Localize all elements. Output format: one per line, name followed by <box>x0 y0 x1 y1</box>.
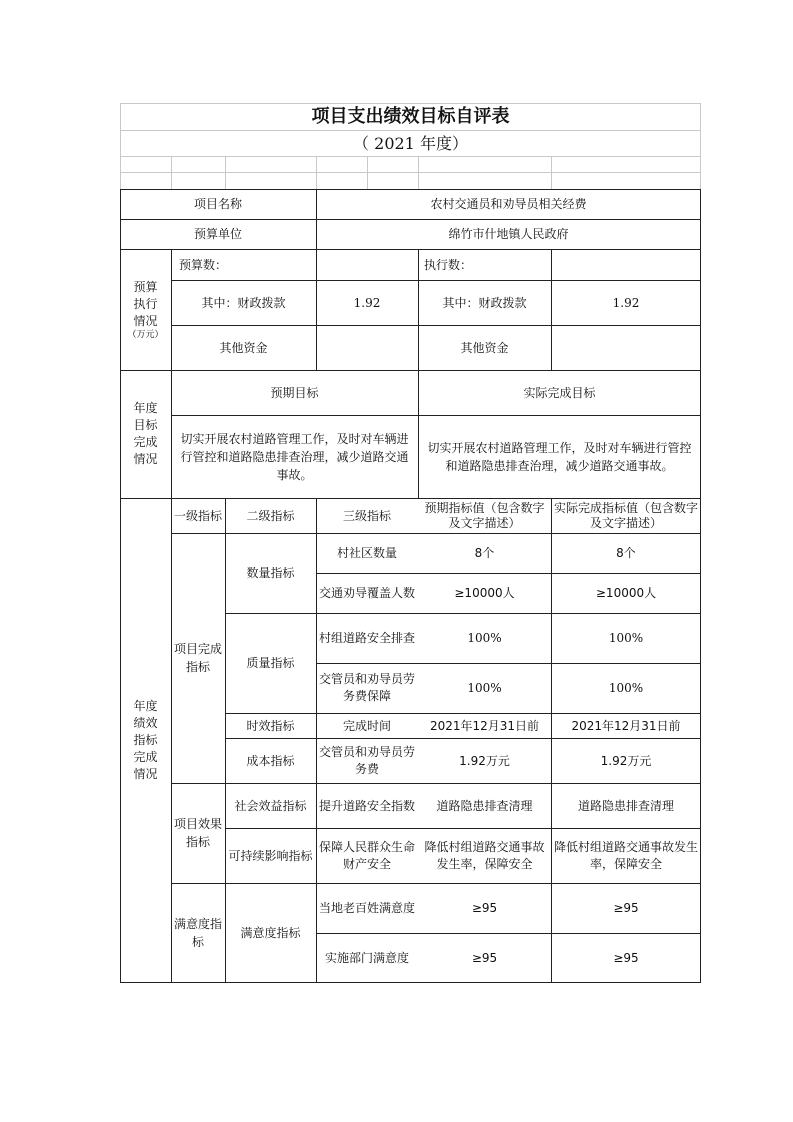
fiscal-label-right: 其中：财政拨款 <box>442 295 527 310</box>
indicator-name: 保障人民群众生命财产安全 <box>319 839 416 871</box>
indicator-actual: 2021年12月31日前 <box>571 718 681 733</box>
project-name-label: 项目名称 <box>193 197 242 211</box>
gridline <box>171 156 172 189</box>
budget-unit-label: 预算单位 <box>193 227 242 241</box>
section-label-line: 情况 <box>133 313 158 328</box>
indicator-actual: ≥10000人 <box>595 586 657 600</box>
section-label-line: 执行 <box>133 296 158 311</box>
indicator-name: 交管员和劝导员劳务费 <box>319 744 416 776</box>
indicator-actual: ≥95 <box>613 901 639 915</box>
expected-goal-header: 预期目标 <box>270 385 319 400</box>
indicator-actual: 100% <box>608 681 644 695</box>
indicator-name: 村组道路安全排查 <box>319 631 416 645</box>
level2-satisfaction: 满意度指标 <box>240 925 301 940</box>
gridline <box>367 156 368 189</box>
header-level3: 三级指标 <box>342 508 391 523</box>
fiscal-value-right: 1.92 <box>612 295 640 310</box>
fiscal-value-left: 1.92 <box>353 295 381 310</box>
level2-sustainable: 可持续影响指标 <box>228 848 313 863</box>
level2-quantity: 数量指标 <box>246 566 295 580</box>
section-label-line: 指标 <box>133 732 158 747</box>
indicator-actual: 100% <box>608 631 644 645</box>
header-actual-value: 实际完成指标值（包含数字及文字描述） <box>554 500 699 530</box>
indicator-name: 交管员和劝导员劳务费保障 <box>319 672 416 703</box>
other-funds-label-left: 其他资金 <box>219 340 268 355</box>
section-label-line: 绩效 <box>133 715 158 730</box>
level1-completion: 项目完成指标 <box>174 642 223 674</box>
section-label-line: 完成 <box>133 749 158 764</box>
performance-section-label <box>120 498 171 982</box>
indicator-expected: ≥10000人 <box>454 586 515 600</box>
budget-exec-section-label <box>120 249 171 370</box>
gridline <box>418 156 419 189</box>
section-label-line: 完成 <box>133 435 158 449</box>
indicator-expected: 100% <box>467 631 502 645</box>
gridline <box>551 156 552 189</box>
indicator-expected: 道路隐患排查清理 <box>436 798 533 813</box>
gridline <box>316 156 317 189</box>
header-level2: 二级指标 <box>246 508 295 523</box>
gridline <box>120 156 701 157</box>
indicator-actual: 道路隐患排查清理 <box>577 798 674 813</box>
section-label-line: 预算 <box>133 279 158 294</box>
indicator-expected: ≥95 <box>471 901 498 915</box>
indicator-expected: ≥95 <box>471 950 498 965</box>
level2-quality: 质量指标 <box>246 656 295 670</box>
level1-effect: 项目效果指标 <box>174 817 223 849</box>
unit-note: （万元） <box>127 329 164 340</box>
indicator-name: 实施部门满意度 <box>324 950 409 965</box>
indicator-expected: 8个 <box>474 546 495 560</box>
section-label-line: 情况 <box>133 766 158 781</box>
section-label-line: 情况 <box>133 452 158 466</box>
indicator-expected: 100% <box>467 681 502 695</box>
level1-satisfaction: 满意度指标 <box>174 916 223 949</box>
other-funds-label-right: 其他资金 <box>460 340 509 355</box>
budget-unit-value: 绵竹市什地镇人民政府 <box>448 227 569 241</box>
header-level1: 一级指标 <box>174 508 223 523</box>
other-funds-value-right <box>551 325 701 370</box>
other-funds-value-left <box>316 325 418 370</box>
page-title: 项目支出绩效目标自评表 <box>311 106 510 127</box>
indicator-expected: 2021年12月31日前 <box>429 718 540 733</box>
indicator-actual: 降低村组道路交通事故发生率，保障安全 <box>554 839 699 871</box>
indicator-actual: 8个 <box>616 546 636 560</box>
actual-goal-text: 切实开展农村道路管理工作，及时对车辆进行管控和道路隐患排查治理，减少道路交通事故。 <box>427 440 692 473</box>
indicator-actual: 1.92万元 <box>600 753 652 768</box>
fiscal-label-left: 其中：财政拨款 <box>201 295 286 310</box>
indicator-name: 村社区数量 <box>336 546 397 560</box>
indicator-name: 提升道路安全指数 <box>319 798 416 813</box>
exec-count-label: 执行数： <box>424 257 473 272</box>
actual-goal-header: 实际完成目标 <box>523 385 596 400</box>
budget-count-value <box>316 249 418 280</box>
section-label-line: 年度 <box>133 698 158 713</box>
expected-goal-text: 切实开展农村道路管理工作，及时对车辆进行管控和道路隐患排查治理，减少道路交通事故。 <box>180 431 409 482</box>
indicator-actual: ≥95 <box>613 950 639 965</box>
indicator-expected: 降低村组道路交通事故发生率，保障安全 <box>424 839 545 871</box>
budget-count-label: 预算数： <box>179 257 228 272</box>
level2-timeliness: 时效指标 <box>246 718 295 733</box>
section-label-line: 年度 <box>133 401 158 415</box>
indicator-name: 完成时间 <box>342 718 391 733</box>
gridline <box>225 156 226 189</box>
indicator-name: 当地老百姓满意度 <box>319 901 416 915</box>
level2-cost: 成本指标 <box>246 753 295 768</box>
annual-goal-section-label <box>120 370 171 498</box>
level2-social: 社会效益指标 <box>234 798 307 813</box>
indicator-name: 交通劝导覆盖人数 <box>319 586 416 600</box>
header-expected-value: 预期指标值（包含数字及文字描述） <box>424 500 545 530</box>
year-label: （ 2021 年度） <box>353 133 468 153</box>
gridline <box>120 172 701 173</box>
exec-count-value <box>551 249 701 280</box>
project-name-value: 农村交通员和劝导员相关经费 <box>430 197 587 211</box>
indicator-expected: 1.92万元 <box>459 753 510 768</box>
section-label-line: 目标 <box>133 418 158 432</box>
